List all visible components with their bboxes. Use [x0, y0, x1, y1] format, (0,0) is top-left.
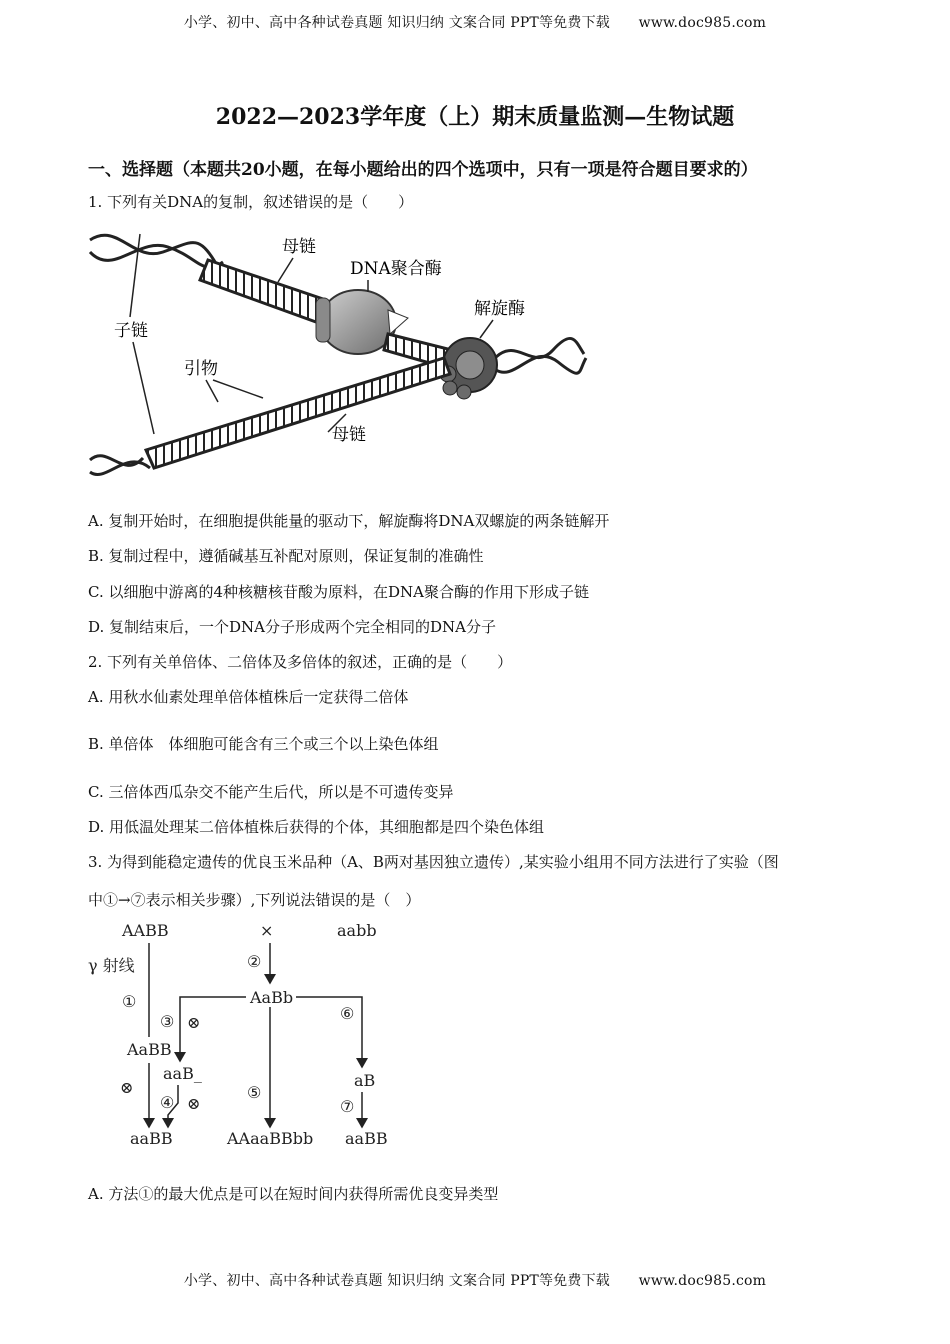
page-header [0, 12, 950, 32]
section-heading: 一、选择题（本题共20小题，在每小题给出的四个选项中，只有一项是符合题目要求的） [88, 160, 758, 180]
q3-stem-line1: 3. 为得到能稳定遗传的优良玉米品种（A、B两对基因独立遗传）,某实验小组用不同方法进行了实验（图 [88, 853, 779, 871]
parent-aabb-recessive: aabb [337, 921, 377, 940]
q1-option-b: B. 复制过程中，遵循碱基互补配对原则，保证复制的准确性 [88, 547, 484, 565]
q1-option-c: C. 以细胞中游离的4种核糖核苷酸为原料，在DNA聚合酶的作用下形成子链 [88, 583, 590, 601]
result-aabb-right: aaBB [345, 1129, 388, 1148]
q1-option-a: A. 复制开始时，在细胞提供能量的驱动下，解旋酶将DNA双螺旋的两条链解开 [88, 512, 610, 530]
step-7: ⑦ [340, 1097, 355, 1116]
leader-daughter-down [133, 342, 154, 434]
mutant-aabb: AaBB [127, 1040, 172, 1059]
gamma-ray-label: γ 射线 [88, 956, 135, 975]
page-title: 2022—2023学年度（上）期末质量监测—生物试题 [215, 104, 735, 130]
step-2: ② [247, 952, 262, 971]
q3-option-a: A. 方法①的最大优点是可以在短时间内获得所需优良变异类型 [88, 1185, 499, 1203]
q2-option-d: D. 用低温处理某二倍体植株后获得的个体，其细胞都是四个染色体组 [88, 818, 545, 836]
q1-option-d: D. 复制结束后，一个DNA分子形成两个完全相同的DNA分子 [88, 618, 496, 636]
self-symbol-4: ⊗ [187, 1094, 201, 1113]
q1-stem: 1. 下列有关DNA的复制，叙述错误的是（ ） [88, 193, 414, 211]
cross-symbol: × [260, 921, 274, 940]
footer-site-link[interactable]: www.doc985.com [638, 1273, 767, 1289]
q3-stem-line2: 中①→⑦表示相关步骤）,下列说法错误的是（ ） [88, 891, 421, 909]
q2-option-c: C. 三倍体西瓜杂交不能产生后代，所以是不可遗传变异 [88, 783, 454, 801]
q2-option-a: A. 用秋水仙素处理单倍体植株后一定获得二倍体 [88, 688, 409, 706]
header-text: 小学、初中、高中各种试卷真题 知识归纳 文案合同 PPT等免费下载 [183, 15, 610, 31]
label-polymerase: DNA聚合酶 [350, 259, 442, 279]
self-symbol-left: ⊗ [120, 1078, 134, 1097]
leader-helicase [480, 320, 493, 338]
label-parent-bottom: 母链 [332, 425, 366, 445]
upper-duplex-ladder [200, 260, 326, 322]
step-4: ④ [160, 1093, 175, 1112]
step-1: ① [122, 992, 137, 1011]
result-aabb-left: aaBB [130, 1129, 173, 1148]
dna-replication-figure [88, 222, 588, 484]
parent-aabb-dominant: AABB [122, 921, 169, 940]
label-daughter: 子链 [114, 321, 148, 341]
f1-aabb: AaBb [250, 988, 294, 1007]
genotype-aab-blank: aaB_ [163, 1064, 202, 1083]
q2-stem: 2. 下列有关单倍体、二倍体及多倍体的叙述，正确的是（ ） [88, 653, 513, 671]
label-primer: 引物 [184, 359, 218, 379]
breeding-diagram [80, 915, 420, 1155]
result-tetraploid: AAaaBBbb [227, 1129, 314, 1148]
right-helix-strand-a [496, 338, 584, 357]
step-3: ③ [160, 1012, 175, 1031]
label-helicase: 解旋酶 [474, 299, 525, 319]
page-footer [0, 1270, 950, 1290]
leader-primer-a [206, 380, 218, 402]
leader-parent-top [278, 258, 293, 282]
step-5: ⑤ [247, 1083, 262, 1102]
self-symbol-3: ⊗ [187, 1013, 201, 1032]
header-site-link[interactable]: www.doc985.com [638, 15, 767, 31]
leader-primer-b [213, 380, 263, 398]
step-6: ⑥ [340, 1004, 355, 1023]
q2-option-b: B. 单倍体 体细胞可能含有三个或三个以上染色体组 [88, 735, 439, 753]
label-parent-top: 母链 [282, 237, 316, 257]
haploid-ab: aB [354, 1071, 376, 1090]
footer-text: 小学、初中、高中各种试卷真题 知识归纳 文案合同 PPT等免费下载 [183, 1273, 610, 1289]
